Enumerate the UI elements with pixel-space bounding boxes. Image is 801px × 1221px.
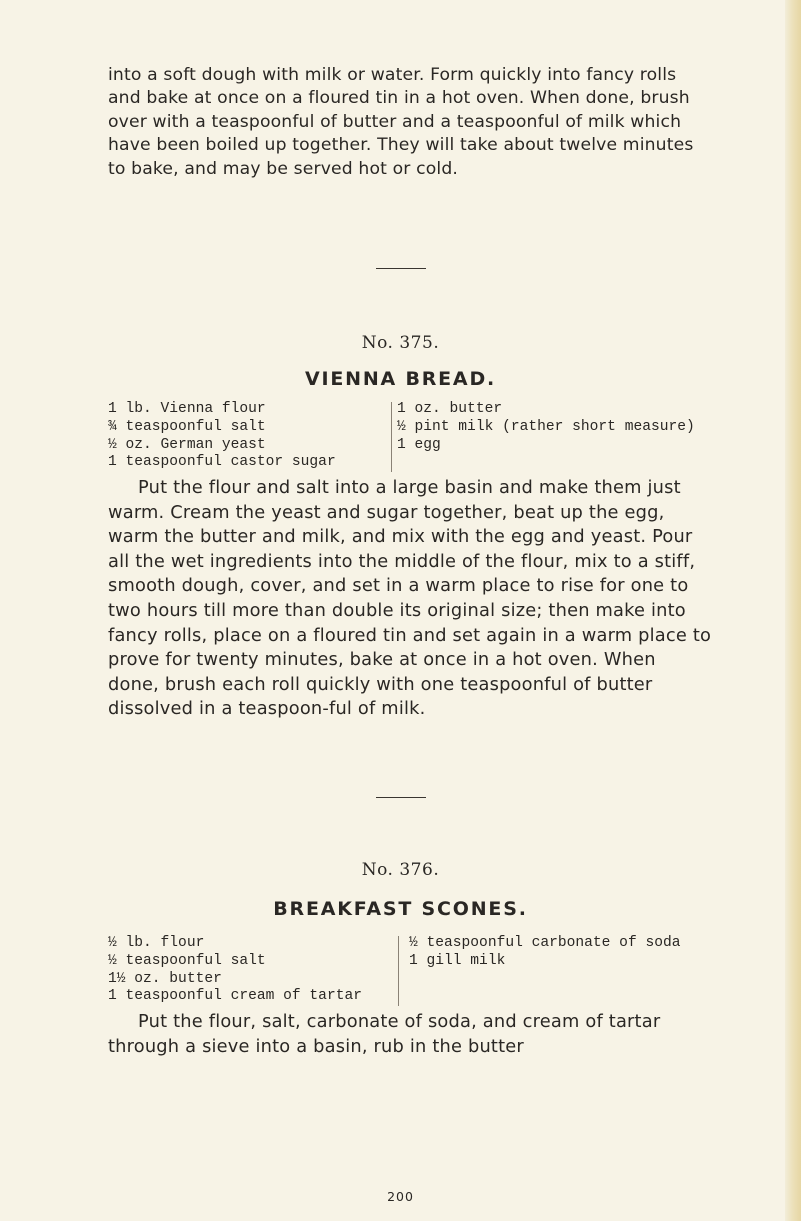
ingredient-item: ½ lb. flour [108,935,205,951]
ingredients-left [108,935,398,1006]
ingredients-right [397,401,722,454]
ingredient-item: 1 egg [397,436,441,453]
section-rule [376,268,426,269]
recipe-title: BREAKFAST SCONES. [273,898,528,920]
ingredients-left [108,401,376,472]
intro-paragraph: into a soft dough with milk or water. Form quickly into fancy rolls and bake at once on a floured tin in a hot oven. When done, brush over with a teaspoonful of butter and a teaspoonful of milk which have been boiled up together. They will take about twelve minutes to bake, and may be served hot or cold. [108,65,694,179]
ingredients-divider [398,936,399,1006]
recipe-title: VIENNA BREAD. [304,368,497,390]
page-number: 200 [387,1189,414,1204]
ingredients-divider [391,402,392,472]
ingredient-item: ¾ teaspoonful salt [108,418,266,435]
recipe-number: No. 376. [361,860,440,880]
method-paragraph: Put the flour, salt, carbonate of soda, and cream of tartar through a sieve into a basin, rub in the butter [108,1011,661,1057]
section-rule [376,797,426,798]
ingredient-item: ½ teaspoonful salt [108,952,266,969]
ingredient-item: 1½ oz. butter [108,970,222,987]
ingredient-item: ½ oz. German yeast [108,436,266,453]
ingredient-item: ½ pint milk (rather short measure) [397,418,695,435]
method-paragraph: Put the flour and salt into a large basin and make them just warm. Cream the yeast and sugar together, beat up the egg, warm the butter and milk, and mix with the egg and yeast. Pour all the wet ingredients into the middle of the flour, mix to a stiff, smooth dough, cover, and set in a warm place to rise for one to two hours till more than double its original size; then make into fancy rolls, place on a floured tin and set again in a warm place to prove for twenty minutes, bake at once in a hot oven. When done, brush each roll quickly with one teaspoonful of butter dissolved in a teaspoon-ful of milk. [108,477,712,720]
recipe-number: No. 375. [361,333,440,353]
ingredients-right [409,935,699,971]
ingredient-item: ½ teaspoonful carbonate of soda [409,935,681,951]
ingredient-item: 1 lb. Vienna flour [108,401,266,417]
ingredient-item: 1 teaspoonful cream of tartar [108,988,362,1005]
ingredient-item: 1 gill milk [409,952,506,969]
ingredient-item: 1 oz. butter [397,401,503,417]
ingredient-item: 1 teaspoonful castor sugar [108,454,336,471]
page-edge [785,0,801,1221]
